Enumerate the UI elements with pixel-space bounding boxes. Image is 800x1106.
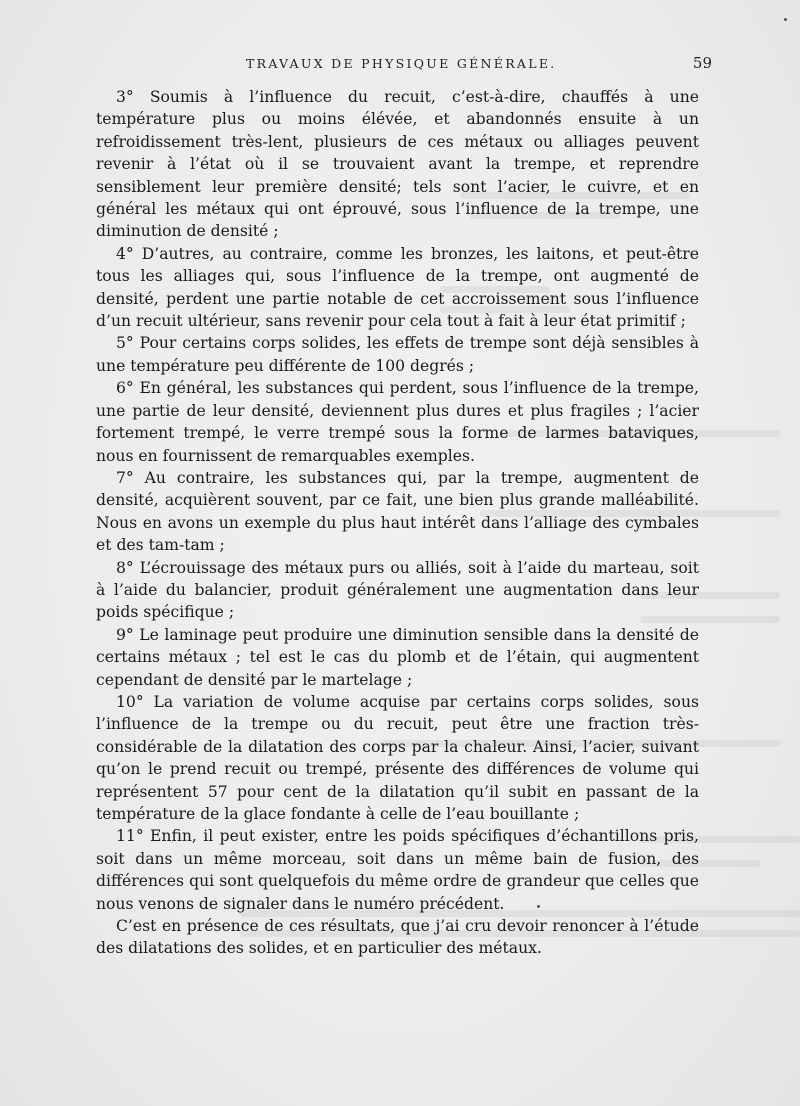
ink-speck bbox=[784, 18, 787, 21]
paragraph: C’est en présence de ces résultats, que j’ai cru devoir renoncer à l’étude des dilatations des solides, et en particulier des métaux. bbox=[96, 917, 699, 958]
paragraph: 6° En général, les substances qui perdent, sous l’influence de la trempe, une partie de leur densité, deviennent plus dures et plus fragiles ; l’acier fortement trempé, le verre trempé sous la forme de larmes bataviques, nous en fournissent de remarquables exemples. bbox=[96, 379, 699, 465]
paragraph: 10° La variation de volume acquise par certains corps solides, sous l’influence de la trempe ou du recuit, peut être une fraction très-considérable de la dilatation des corps par la chaleur. Ainsi, l’acier, suivant qu’on le prend recuit ou trempé, présente des différences de volume qui représentent 57 pour cent de la dilatation qu’il subit en passant de la température de la glace fondante à celle de l’eau bouillante ; bbox=[96, 692, 699, 823]
paragraph: 7° Au contraire, les substances qui, par la trempe, augmentent de densité, acquièrent souvent, par ce fait, une bien plus grande malléabilité. Nous en avons un exemple du plus haut intérêt dans l’alliage des cymbales et des tam-tam ; bbox=[96, 468, 699, 555]
paragraph: 4° D’autres, au contraire, comme les bronzes, les laitons, et peut-être tous les alliages qui, sous l’influence de la trempe, ont augmenté de densité, perdent une partie notable de cet accroissement sous l’influence d’un recuit ultérieur, sans revenir pour cela tout à fait à leur état primitif ; bbox=[96, 244, 699, 331]
paragraph: 11° Enfin, il peut exister, entre les poids spécifiques d’échantillons pris, soit dans un même morceau, soit dans un même bain de fusion, des différences qui sont quelquefois du même ordre de grandeur que celles que nous venons de signaler dans le numéro précédent. bbox=[96, 827, 699, 913]
body-text bbox=[96, 86, 699, 960]
running-head bbox=[96, 54, 712, 76]
running-title: TRAVAUX DE PHYSIQUE GÉNÉRALE. bbox=[246, 56, 557, 71]
paragraph: 3° Soumis à l’influence du recuit, c’est-à-dire, chauffés à une température plus ou moins élévée, et abandonnés ensuite à un refroidissement très-lent, plusieurs de ces métaux ou alliages peuvent revenir à l’état où il se trouvaient avant la trempe, et reprendre sensiblement leur première densité; tels sont l’acier, le cuivre, et en général les métaux qui ont éprouvé, sous l’influence de la trempe, une diminution de densité ; bbox=[96, 88, 699, 241]
page-number: 59 bbox=[692, 54, 712, 72]
paragraph: 5° Pour certains corps solides, les effets de trempe sont déjà sensibles à une température peu différente de 100 degrés ; bbox=[96, 334, 699, 375]
paragraph: 8° L’écrouissage des métaux purs ou alliés, soit à l’aide du marteau, soit à l’aide du balancier, produit généralement une augmentation dans leur poids spécifique ; bbox=[96, 558, 699, 622]
paragraph: 9° Le laminage peut produire une diminution sensible dans la densité de certains métaux ; tel est le cas du plomb et de l’étain, qui augmentent cependant de densité par le martelage ; bbox=[96, 625, 699, 689]
